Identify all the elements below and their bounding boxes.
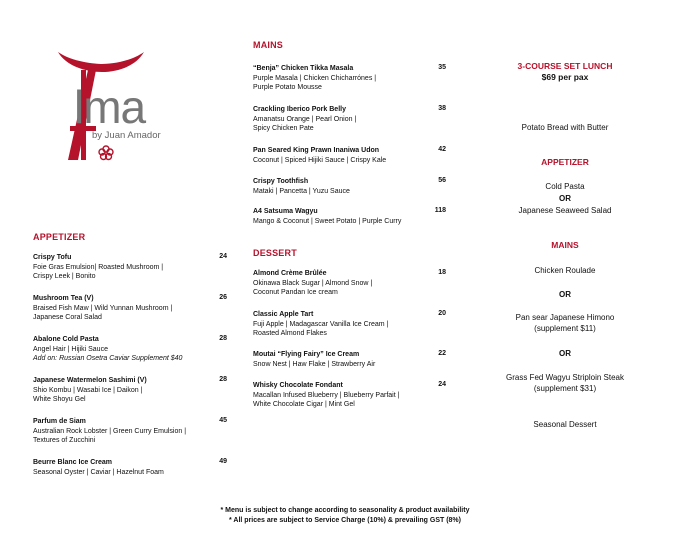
set-lunch-main-3-supplement: (supplement $31) xyxy=(533,384,597,393)
menu-item-note: Add on: Russian Osetra Caviar Supplement $40 xyxy=(33,355,183,363)
dessert-title: DESSERT xyxy=(253,248,297,258)
menu-item-description: Fuji Apple | Madagascar Vanilla Ice Cream | xyxy=(253,320,389,328)
menu-item-price: 45 xyxy=(219,417,227,424)
set-lunch-appetizer-1: Cold Pasta xyxy=(545,182,585,191)
menu-item-name: A4 Satsuma Wagyu xyxy=(253,208,318,215)
set-lunch-price: $69 per pax xyxy=(541,72,589,82)
menu-item-name: Beurre Blanc Ice Cream xyxy=(33,459,112,466)
menu-item-price: 20 xyxy=(438,310,446,317)
menu-item-description: Shio Kombu | Wasabi Ice | Daikon | xyxy=(33,386,143,394)
set-lunch-or-1: OR xyxy=(559,194,571,203)
menu-item xyxy=(33,376,147,405)
menu-item xyxy=(253,177,350,196)
menu-item-description: Crispy Leek | Bonito xyxy=(33,273,96,281)
menu-item xyxy=(33,335,182,364)
set-lunch-title: 3-COURSE SET LUNCH xyxy=(517,61,613,71)
logo-wordmark: lma xyxy=(74,81,146,133)
set-lunch-or-3: OR xyxy=(559,349,571,358)
menu-item-description: White Chocolate Cigar | Mint Gel xyxy=(253,401,355,409)
menu-item xyxy=(253,207,401,226)
menu-item-price: 24 xyxy=(438,381,446,388)
menu-item-description: Mataki | Pancetta | Yuzu Sauce xyxy=(253,187,350,195)
menu-item-description: Coconut | Spiced Hijiki Sauce | Crispy Kale xyxy=(253,156,387,164)
menu-item-name: Moutai “Flying Fairy” Ice Cream xyxy=(253,351,360,358)
menu-item-name: Abalone Cold Pasta xyxy=(33,336,99,343)
menu-item-description: Textures of Zucchini xyxy=(33,437,96,445)
menu-item-description: Angel Hair | Hijiki Sauce xyxy=(33,345,108,353)
appetizer-title: APPETIZER xyxy=(33,232,86,242)
menu-item xyxy=(33,417,186,446)
set-lunch-main-3: Grass Fed Wagyu Striploin Steak xyxy=(506,373,624,382)
menu-item-price: 28 xyxy=(219,335,227,342)
menu-item-description: Purple Masala | Chicken Chicharrónes | xyxy=(253,74,377,82)
menu-item-name: Mushroom Tea (V) xyxy=(33,295,94,302)
menu-item-name: Crispy Toothfish xyxy=(253,178,309,185)
menu-item-name: Crispy Tofu xyxy=(33,254,72,261)
menu-item-price: 118 xyxy=(434,207,446,214)
menu-item-description: Amanatsu Orange | Pearl Onion | xyxy=(253,115,357,123)
menu-item-price: 38 xyxy=(438,105,446,112)
menu-item-price: 22 xyxy=(438,350,446,357)
set-lunch-or-2: OR xyxy=(559,290,571,299)
footer-note-2: * All prices are subject to Service Charge (10%) & prevailing GST (8%) xyxy=(229,517,461,524)
menu-item-description: Mango & Coconut | Sweet Potato | Purple Curry xyxy=(253,217,402,225)
set-lunch-mains-title: MAINS xyxy=(551,240,579,250)
set-lunch-appetizer-title: APPETIZER xyxy=(541,157,589,167)
menu-item xyxy=(253,146,386,165)
menu-item-description: Snow Nest | Haw Flake | Strawberry Air xyxy=(253,360,376,368)
menu-item xyxy=(253,381,399,410)
menu-item-description: Purple Potato Mousse xyxy=(253,84,322,92)
menu-item-price: 18 xyxy=(438,269,446,276)
menu-item-name: Japanese Watermelon Sashimi (V) xyxy=(33,377,147,384)
set-lunch-dessert: Seasonal Dessert xyxy=(533,420,597,429)
menu-item xyxy=(33,253,163,282)
footer-note-1: * Menu is subject to change according to seasonality & product availability xyxy=(220,507,470,514)
menu-item-name: Parfum de Siam xyxy=(33,418,86,425)
logo-byline: by Juan Amador xyxy=(92,130,161,141)
menu-item-description: White Shoyu Gel xyxy=(33,396,86,404)
menu-item-price: 42 xyxy=(438,146,446,153)
menu-item-name: Classic Apple Tart xyxy=(253,311,314,318)
menu-item-name: Almond Crème Brûlée xyxy=(253,270,327,277)
menu-item-price: 56 xyxy=(438,177,446,184)
menu-item-name: Pan Seared King Prawn Inaniwa Udon xyxy=(253,147,380,154)
menu-item-price: 28 xyxy=(219,376,227,383)
menu-item-description: Braised Fish Maw | Wild Yunnan Mushroom | xyxy=(33,304,173,312)
menu-item-description: Australian Rock Lobster | Green Curry Emulsion | xyxy=(33,427,187,435)
menu-item xyxy=(253,310,388,339)
menu-item-description: Seasonal Oyster | Caviar | Hazelnut Foam xyxy=(33,468,164,476)
menu-item-description: Macallan Infused Blueberry | Blueberry Parfait | xyxy=(253,391,400,399)
menu-item-price: 35 xyxy=(438,64,446,71)
set-lunch-main-2: Pan sear Japanese Himono xyxy=(515,313,615,322)
menu-item-price: 24 xyxy=(219,253,227,260)
menu-item-price: 26 xyxy=(219,294,227,301)
menu-item-description: Spicy Chicken Pate xyxy=(253,125,314,133)
menu-item-name: Crackling Iberico Pork Belly xyxy=(253,106,346,113)
menu-item-price: 49 xyxy=(219,458,227,465)
menu-item xyxy=(253,269,372,298)
set-lunch-bread: Potato Bread with Butter xyxy=(521,123,609,132)
menu-item xyxy=(253,64,376,93)
menu-item xyxy=(253,105,356,134)
menu-item-description: Coconut Pandan Ice cream xyxy=(253,289,338,297)
menu-item-description: Foie Gras Emulsion| Roasted Mushroom | xyxy=(33,263,164,271)
menu-item xyxy=(33,458,164,477)
menu-item-name: “Benja” Chicken Tikka Masala xyxy=(253,65,354,72)
mains-title: MAINS xyxy=(253,40,283,50)
menu-item-description: Okinawa Black Sugar | Almond Snow | xyxy=(253,279,373,287)
menu-item xyxy=(253,350,375,369)
set-lunch-main-1: Chicken Roulade xyxy=(534,266,596,275)
set-lunch-appetizer-2: Japanese Seaweed Salad xyxy=(518,206,612,215)
menu-item-description: Roasted Almond Flakes xyxy=(253,330,327,338)
menu-item-name: Whisky Chocolate Fondant xyxy=(253,382,343,389)
menu-item-description: Japanese Coral Salad xyxy=(33,314,102,322)
set-lunch-main-2-supplement: (supplement $11) xyxy=(534,324,596,333)
menu-item xyxy=(33,294,172,323)
